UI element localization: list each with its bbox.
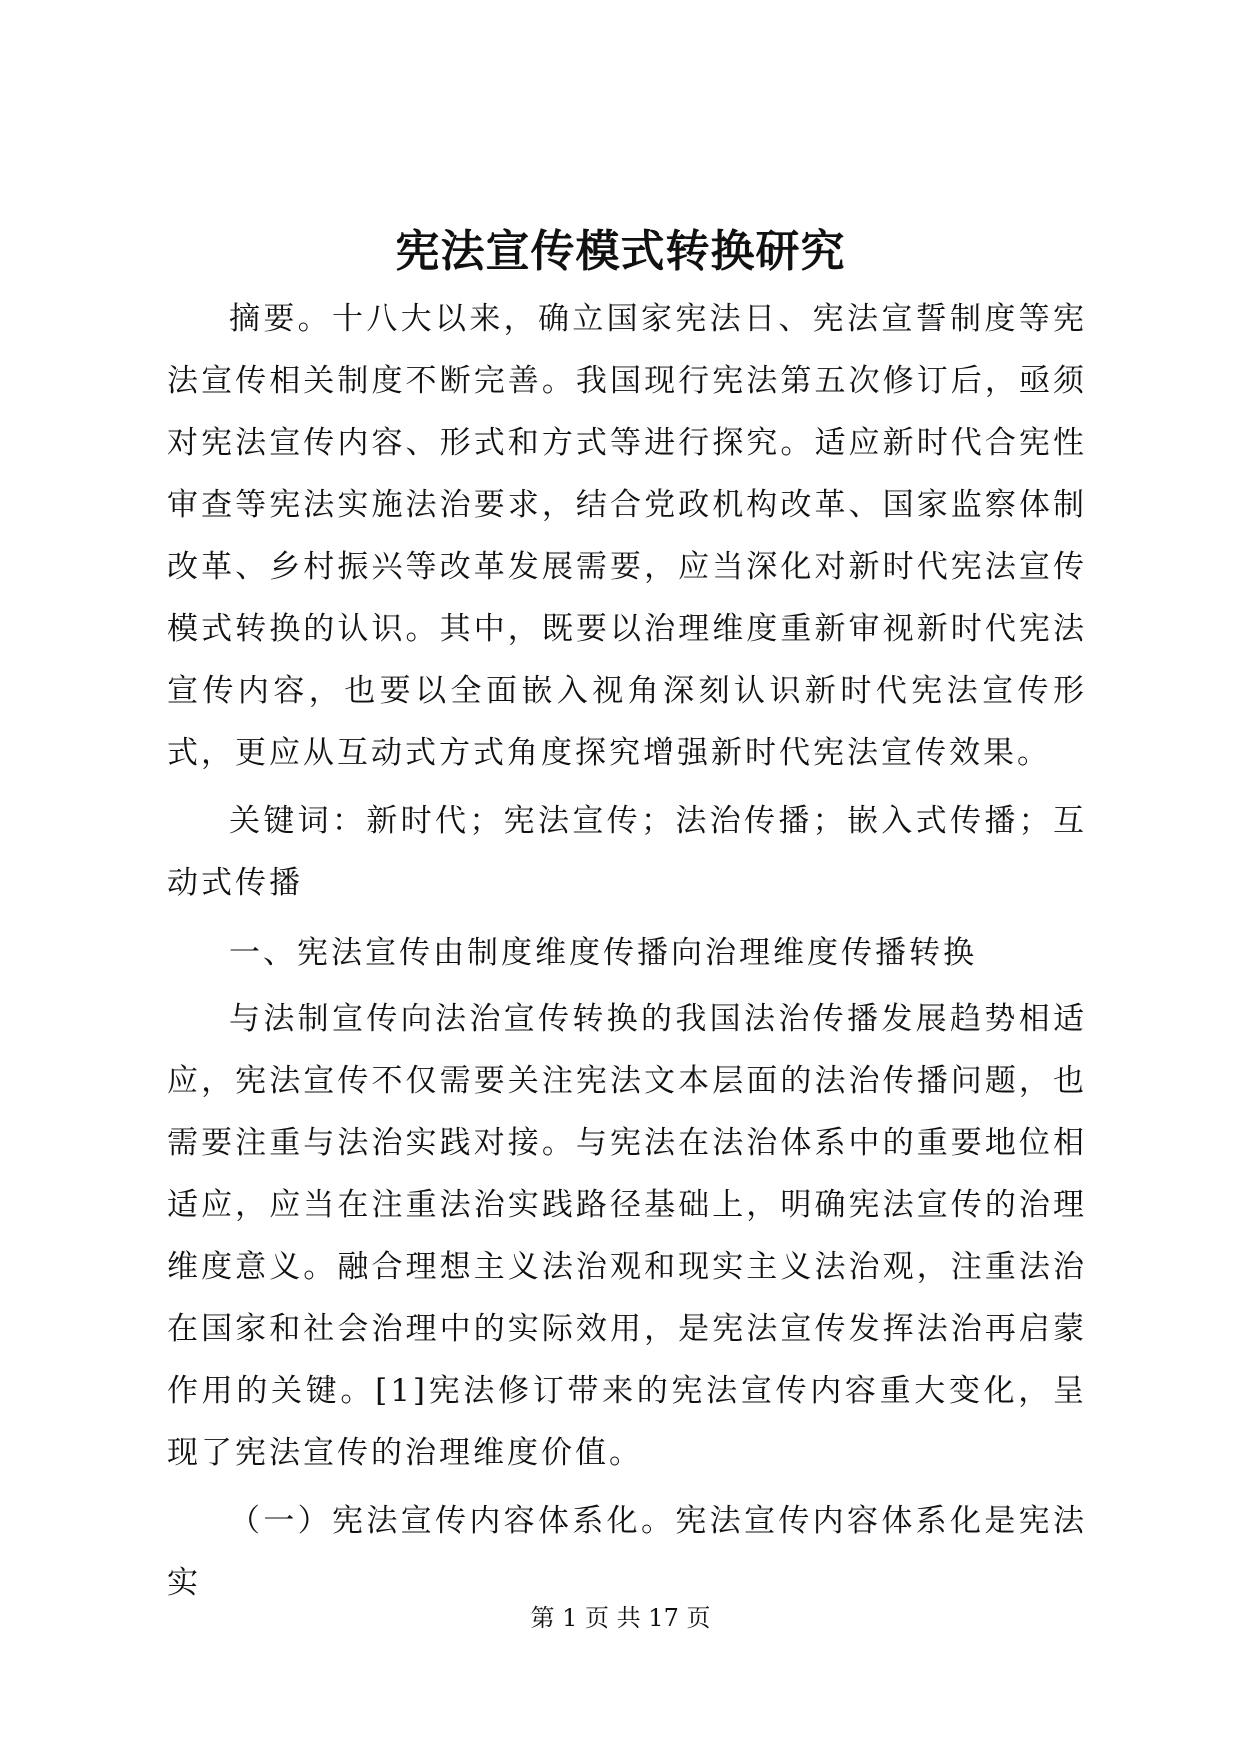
section-heading: 一、宪法宣传由制度维度传播向治理维度传播转换 [229, 935, 977, 971]
subsection-paragraph: （一）宪法宣传内容体系化。宪法宣传内容体系化是宪法实 [167, 1503, 1087, 1601]
page-footer: 第 1 页 共 17 页 [530, 1604, 711, 1632]
document-body [167, 288, 1087, 1620]
body-paragraph: 与法制宣传向法治宣传转换的我国法治传播发展趋势相适应，宪法宣传不仅需要关注宪法文本层面的法治传播问题，也需要注重与法治实践对接。与宪法在法治体系中的重要地位相适应，应当在注重法治实践路径基础上，明确宪法宣传的治理维度意义。融合理想主义法治观和现实主义法治观，注重法治在国家和社会治理中的实际效用，是宪法宣传发挥法治再启蒙作用的关键。[1]宪法修订带来的宪法宣传内容重大变化，呈现了宪法宣传的治理维度价值。 [167, 1001, 1087, 1471]
keywords-paragraph: 关键词：新时代；宪法宣传；法治传播；嵌入式传播；互动式传播 [167, 803, 1087, 901]
document-title: 宪法宣传模式转换研究 [395, 226, 846, 277]
abstract-paragraph: 摘要。十八大以来，确立国家宪法日、宪法宣誓制度等宪法宣传相关制度不断完善。我国现行宪法第五次修订后，亟须对宪法宣传内容、形式和方式等进行探究。适应新时代合宪性审查等宪法实施法治要求，结合党政机构改革、国家监察体制改革、乡村振兴等改革发展需要，应当深化对新时代宪法宣传模式转换的认识。其中，既要以治理维度重新审视新时代宪法宣传内容，也要以全面嵌入视角深刻认识新时代宪法宣传形式，更应从互动式方式角度探究增强新时代宪法宣传效果。 [167, 301, 1087, 771]
